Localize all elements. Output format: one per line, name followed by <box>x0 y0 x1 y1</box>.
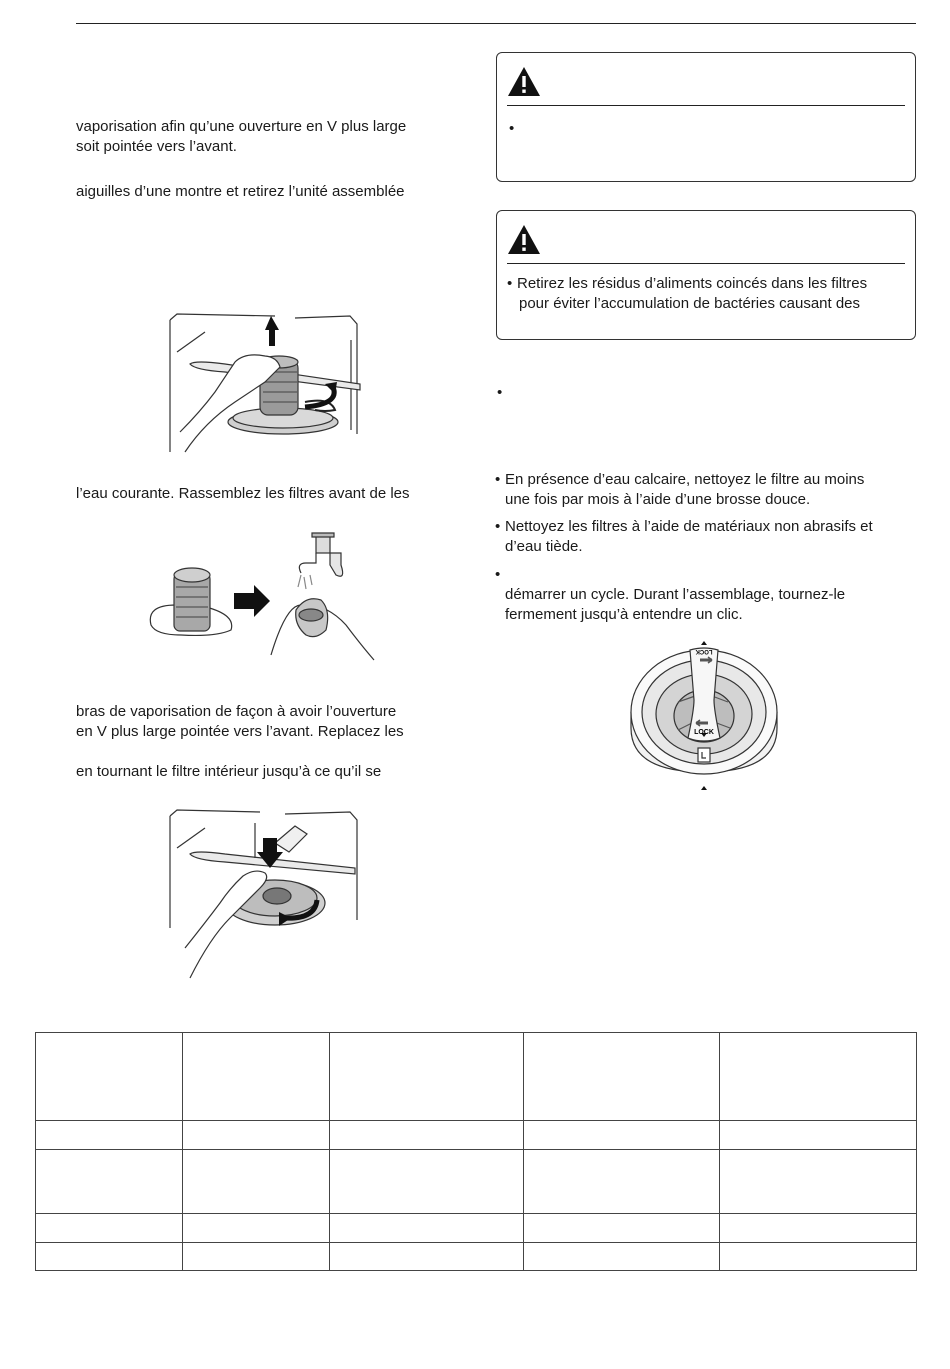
table-cell <box>329 1150 524 1214</box>
table-cell <box>182 1121 329 1150</box>
table-cell <box>720 1121 917 1150</box>
table-cell <box>182 1150 329 1214</box>
table-cell <box>524 1033 720 1121</box>
warning-box-2 <box>496 210 916 340</box>
table-cell <box>720 1150 917 1214</box>
table-cell <box>329 1214 524 1243</box>
bullet-empty: • <box>497 384 503 401</box>
table-cell <box>524 1121 720 1150</box>
warning-triangle-icon <box>507 65 541 99</box>
table-cell <box>329 1033 524 1121</box>
table-row <box>36 1033 917 1121</box>
warning-rule <box>507 263 905 264</box>
lock-label-flipped: LOCK <box>695 648 713 654</box>
reinstall-filter-illustration <box>165 808 365 980</box>
bullet-hard-water: • En présence d’eau calcaire, nettoyez le filtre au moins une fois par mois à l’aide d’une brosse douce. <box>495 471 865 508</box>
table-cell <box>182 1243 329 1271</box>
table-row <box>36 1121 917 1150</box>
table-cell <box>524 1150 720 1214</box>
filter-lock-illustration <box>628 640 780 790</box>
table-cell <box>182 1033 329 1121</box>
table-row <box>36 1243 917 1271</box>
table-cell <box>524 1214 720 1243</box>
table-cell <box>720 1214 917 1243</box>
table-cell <box>36 1121 183 1150</box>
table-cell <box>36 1150 183 1214</box>
table-cell <box>329 1121 524 1150</box>
table-cell <box>36 1214 183 1243</box>
specification-table <box>35 1032 917 1271</box>
table-cell <box>36 1243 183 1271</box>
table-cell <box>720 1243 917 1271</box>
table-cell <box>720 1033 917 1121</box>
warning-rule <box>507 105 905 106</box>
table-cell <box>329 1243 524 1271</box>
remove-filter-illustration <box>165 312 365 460</box>
warning-box-1 <box>496 52 916 182</box>
table-cell <box>524 1243 720 1271</box>
table-cell <box>36 1033 183 1121</box>
step-text-1: vaporisation afin qu’une ouverture en V plus large soit pointée vers l’avant. <box>76 118 407 155</box>
step-text-2: aiguilles d’une montre et retirez l’unité assemblée <box>76 183 405 200</box>
warning-bullet: • <box>509 120 515 137</box>
warning-triangle-icon <box>507 223 541 257</box>
lock-label: LOCK <box>694 729 714 736</box>
step-text-4: bras de vaporisation de façon à avoir l’ouverture en V plus large pointée vers l’avant. Replacez les <box>76 703 404 740</box>
table-cell <box>182 1214 329 1243</box>
bullet-non-abrasive: • Nettoyez les filtres à l’aide de matériaux non abrasifs et d’eau tiède. <box>495 518 873 555</box>
table-row <box>36 1214 917 1243</box>
warning-bullet-text: • Retirez les résidus d’aliments coincés dans les filtres pour éviter l’accumulation de bactéries causant des <box>507 275 868 312</box>
step-text-5: en tournant le filtre intérieur jusqu’à ce qu’il se <box>76 763 382 780</box>
top-rule <box>76 23 916 24</box>
rinse-filters-illustration <box>146 525 381 665</box>
bullet-assembly: • démarrer un cycle. Durant l’assemblage, tournez-le fermement jusqu’à entendre un clic. <box>495 566 846 623</box>
step-text-3: l’eau courante. Rassemblez les filtres avant de les <box>76 485 410 502</box>
table-row <box>36 1150 917 1214</box>
